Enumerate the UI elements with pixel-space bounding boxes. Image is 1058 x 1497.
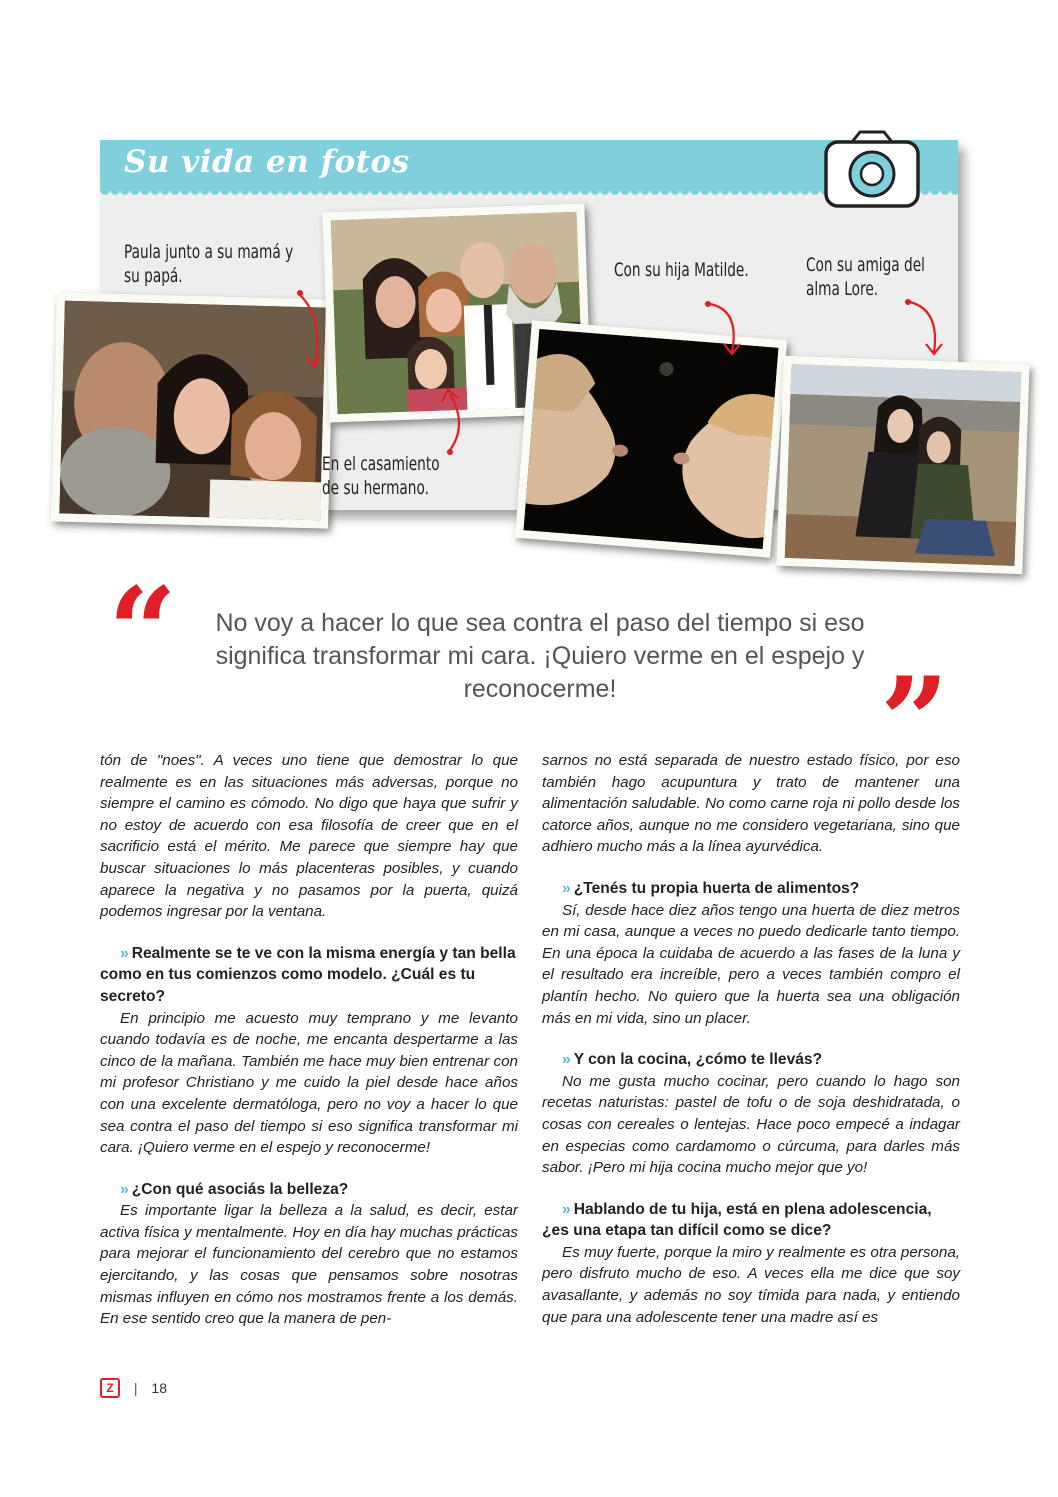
- right-question-2-text: Y con la cocina, ¿cómo te llevás?: [573, 1051, 823, 1069]
- quote-open-mark: “: [108, 561, 178, 702]
- right-question-3: [542, 1199, 960, 1242]
- gallery-title: Su vida en fotos: [124, 144, 410, 180]
- caption-wedding-line-1: En el casamiento: [322, 453, 440, 475]
- arrow-parents-icon: [290, 285, 330, 375]
- question-marker-icon: »: [120, 1180, 127, 1198]
- right-question-1-text: ¿Tenés tu propia huerta de alimentos?: [573, 879, 860, 897]
- caption-friend-line-2: alma Lore.: [806, 278, 879, 300]
- question-marker-icon: »: [120, 944, 127, 962]
- magazine-logo-icon: Z: [100, 1378, 120, 1398]
- left-answer-2: Es importante ligar la belleza a la salud, es decir, estar activa física y mentalmente. Hoy en día hay muchas prácticas para mejorar el funcionamiento del cerebro que no estamos ejercitando, y las cosas que pensamos sobre nosotras mismas influyen en cómo nos mostramos frente a los demás. En ese sentido creo que la manera de pen-: [100, 1202, 518, 1328]
- caption-parents: [124, 240, 293, 288]
- caption-daughter-line-1: Con su hija Matilde.: [614, 259, 749, 281]
- left-paragraph-1: tón de "noes". A veces uno tiene que demostrar lo que realmente es en las situaciones más adversas, porque no siempre el camino es cómodo. No digo que haya que sufrir y no estoy de acuerdo con esa filosofía de creer que en el sacrificio está el mérito. Me parece que siempre hay que buscar situaciones lo más placenteras posibles, y cuando aparece la negativa y no pasamos por la puerta, quizá podemos ingresar por la ventana.: [100, 752, 518, 921]
- arrow-wedding-icon: [436, 380, 476, 460]
- question-marker-icon: »: [562, 1051, 569, 1069]
- photo-parents-image: [59, 301, 325, 521]
- caption-daughter: [614, 258, 749, 282]
- right-column: [542, 750, 960, 1328]
- left-question-1-text: Realmente se te ve con la misma energía y tan bella como en tus comienzos como modelo. ¿Cuál es tu secreto?: [100, 944, 516, 1005]
- arrow-friend-icon: [900, 292, 950, 362]
- photo-friend-image: [785, 364, 1022, 566]
- page-footer: [100, 1378, 167, 1398]
- left-question-2-text: ¿Con qué asociás la belleza?: [131, 1180, 349, 1198]
- right-answer-1: Sí, desde hace diez años tengo una huerta de diez metros en mi casa, aunque a veces no puedo dedicarle tanto tiempo. En una época la cuidaba de acuerdo a las fases de la luna y el resultado era increíble, pero a veces también compro el plantín hecho. No quiero que la huerta sea una obligación más en mi vida, sino un placer.: [542, 901, 960, 1027]
- arrow-daughter-icon: [700, 292, 750, 362]
- photo-friend: [776, 356, 1029, 574]
- caption-wedding-line-2: de su hermano.: [322, 477, 429, 499]
- camera-icon: [822, 128, 922, 210]
- right-answer-2: No me gusta mucho cocinar, pero cuando lo hago son recetas naturistas: pastel de tofu o de soja deshidratada, o cosas con cereales o lentejas. Hace poco empecé a indagar en especias como cardamomo o cúrcuma, para darles más sabor. ¡Pero mi hija cocina mucho mejor que yo!: [542, 1072, 960, 1177]
- caption-friend-line-1: Con su amiga del: [806, 254, 925, 276]
- caption-parents-line-2: su papá.: [124, 265, 183, 287]
- question-marker-icon: »: [562, 879, 569, 897]
- question-marker-icon: »: [562, 1200, 569, 1218]
- left-answer-1: En principio me acuesto muy temprano y me levanto cuando todavía es de noche, me encanta despertarme a las cinco de la mañana. También me hace muy bien entrenar con mi profesor Christiano y me cuido la piel desde hace años con una excelente dermatóloga, pero no voy a hacer lo que sea contra el paso del tiempo si eso significa transformar mi cara. ¡Quiero verme en el espejo y reconocerme!: [100, 1009, 518, 1157]
- caption-wedding: [322, 452, 440, 500]
- caption-parents-line-1: Paula junto a su mamá y: [124, 241, 294, 263]
- left-column: [100, 750, 518, 1330]
- left-question-1: [100, 943, 518, 1008]
- pull-quote: No voy a hacer lo que sea contra el paso del tiempo si eso significa transformar mi cara. ¡Quiero verme en el espejo y reconocerme!: [215, 609, 865, 703]
- right-answer-3: Es muy fuerte, porque la miro y realmente es otra persona, pero disfruto mucho de eso. A veces ella me dice que soy avasallante, y además no soy tímida para nada, y entiendo que para una adolescente tener una madre así es: [542, 1243, 960, 1326]
- right-paragraph-1: sarnos no está separada de nuestro estado físico, por eso también hago acupuntura y trato de mantener una alimentación saludable. No como carne roja ni pollo desde los catorce años, aunque no me considero vegetariana, sino que adhiero mucho más a la línea ayurvédica.: [542, 752, 960, 856]
- left-question-2: [100, 1179, 518, 1201]
- footer-separator: |: [133, 1380, 138, 1396]
- right-question-3-text: Hablando de tu hija, está en plena adolescencia, ¿es una etapa tan difícil como se dice?: [542, 1200, 932, 1240]
- quote-close-mark: ”: [880, 651, 950, 792]
- page-number: 18: [151, 1380, 167, 1396]
- right-question-1: [542, 878, 960, 900]
- right-question-2: [542, 1049, 960, 1071]
